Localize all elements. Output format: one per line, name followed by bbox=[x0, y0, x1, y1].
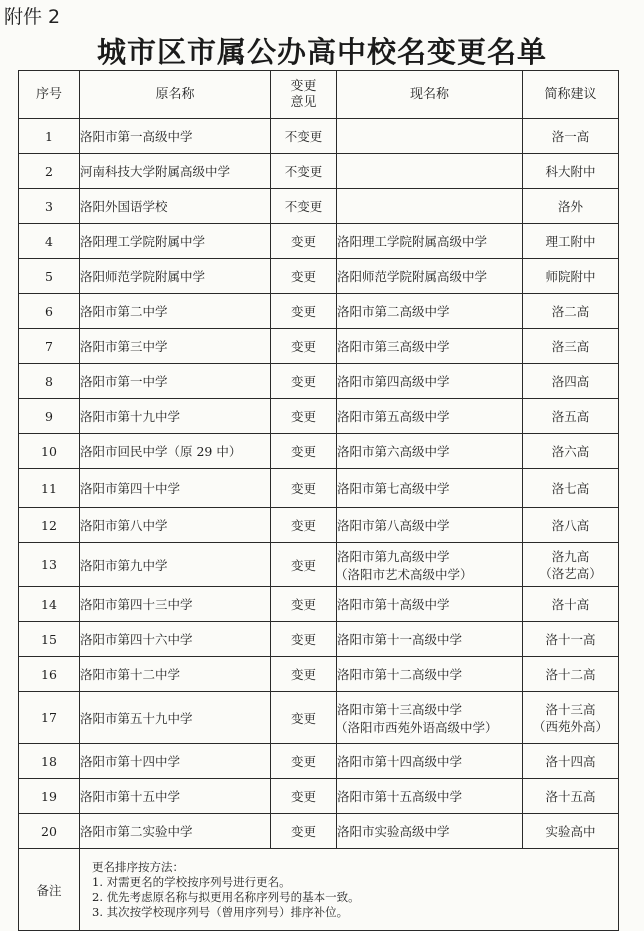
row-abbreviation bbox=[523, 434, 619, 469]
row-current-name-line1: 洛阳市第十二高级中学 bbox=[337, 667, 463, 682]
row-opinion: 变更 bbox=[271, 469, 337, 508]
row-abbreviation-line1: 洛六高 bbox=[551, 443, 590, 459]
header-opinion bbox=[271, 71, 337, 119]
row-current-name-line2: （洛阳市艺术高级中学） bbox=[335, 566, 473, 582]
school-name-change-table bbox=[18, 70, 619, 931]
row-current-name-line1: 洛阳市第六高级中学 bbox=[337, 444, 450, 459]
row-abbreviation-line1: 洛十四高 bbox=[545, 753, 596, 769]
row-original-name: 洛阳外国语学校 bbox=[80, 189, 271, 224]
row-current-name-line1: 洛阳师范学院附属高级中学 bbox=[337, 269, 488, 284]
row-abbreviation-line1: 洛二高 bbox=[551, 303, 590, 319]
row-seq: 6 bbox=[19, 294, 80, 329]
row-current-name-line1: 洛阳市第九高级中学 bbox=[337, 548, 450, 564]
row-current-name bbox=[337, 364, 523, 399]
row-original-name: 洛阳师范学院附属中学 bbox=[80, 259, 271, 294]
document-title: 城市区市属公办高中校名变更名单 bbox=[96, 35, 547, 69]
row-abbreviation bbox=[523, 543, 619, 587]
row-current-name bbox=[337, 779, 523, 814]
table-row bbox=[19, 692, 619, 744]
row-abbreviation-line1: 科大附中 bbox=[545, 163, 596, 179]
notes-line: 1. 对需更名的学校按序列号进行更名。 bbox=[92, 875, 291, 889]
attachment-label: 附件 2 bbox=[4, 6, 61, 28]
row-abbreviation bbox=[523, 119, 619, 154]
row-opinion: 不变更 bbox=[271, 154, 337, 189]
row-original-name: 洛阳市第一高级中学 bbox=[80, 119, 271, 154]
row-seq: 11 bbox=[19, 469, 80, 508]
row-original-name: 洛阳市第十二中学 bbox=[80, 657, 271, 692]
row-current-name-line1: 洛阳市第四高级中学 bbox=[337, 374, 450, 389]
row-abbreviation-line1: 洛十一高 bbox=[545, 631, 596, 647]
row-abbreviation bbox=[523, 744, 619, 779]
row-abbreviation-line1: 洛一高 bbox=[551, 128, 590, 144]
row-original-name: 洛阳市第五十九中学 bbox=[80, 692, 271, 744]
row-original-name: 洛阳市回民中学（原 29 中） bbox=[80, 434, 271, 469]
row-original-name: 洛阳市第四十六中学 bbox=[80, 622, 271, 657]
row-abbreviation bbox=[523, 329, 619, 364]
row-opinion: 不变更 bbox=[271, 189, 337, 224]
row-abbreviation-line1: 师院附中 bbox=[545, 268, 596, 284]
row-seq: 1 bbox=[19, 119, 80, 154]
header-current-name: 现名称 bbox=[337, 71, 523, 119]
table-row bbox=[19, 814, 619, 849]
row-current-name-line1: 洛阳市第七高级中学 bbox=[337, 481, 450, 496]
row-original-name: 洛阳市第十九中学 bbox=[80, 399, 271, 434]
row-current-name bbox=[337, 189, 523, 224]
row-seq: 18 bbox=[19, 744, 80, 779]
row-seq: 4 bbox=[19, 224, 80, 259]
row-original-name: 河南科技大学附属高级中学 bbox=[80, 154, 271, 189]
row-current-name-line1: 洛阳市第十三高级中学 bbox=[337, 701, 463, 717]
table-row bbox=[19, 294, 619, 329]
row-current-name-line2: （洛阳市西苑外语高级中学） bbox=[335, 719, 498, 735]
row-seq: 16 bbox=[19, 657, 80, 692]
table-row bbox=[19, 622, 619, 657]
table-row bbox=[19, 543, 619, 587]
row-original-name: 洛阳市第二实验中学 bbox=[80, 814, 271, 849]
row-abbreviation bbox=[523, 779, 619, 814]
row-seq: 20 bbox=[19, 814, 80, 849]
table-row bbox=[19, 189, 619, 224]
row-abbreviation bbox=[523, 294, 619, 329]
row-seq: 13 bbox=[19, 543, 80, 587]
notes-line: 2. 优先考虑原名称与拟更用名称序列号的基本一致。 bbox=[92, 890, 360, 904]
row-original-name: 洛阳市第十四中学 bbox=[80, 744, 271, 779]
row-current-name bbox=[337, 692, 523, 744]
row-abbreviation bbox=[523, 469, 619, 508]
row-opinion: 变更 bbox=[271, 399, 337, 434]
row-abbreviation-line1: 洛十五高 bbox=[545, 788, 596, 804]
row-current-name bbox=[337, 434, 523, 469]
table-row bbox=[19, 154, 619, 189]
row-original-name: 洛阳市第一中学 bbox=[80, 364, 271, 399]
row-seq: 7 bbox=[19, 329, 80, 364]
row-current-name bbox=[337, 469, 523, 508]
table-row bbox=[19, 469, 619, 508]
row-abbreviation-line1: 洛五高 bbox=[551, 408, 590, 424]
row-original-name: 洛阳市第十五中学 bbox=[80, 779, 271, 814]
row-current-name bbox=[337, 119, 523, 154]
row-current-name bbox=[337, 259, 523, 294]
row-abbreviation-line1: 洛九高 bbox=[551, 548, 590, 564]
row-current-name-line1: 洛阳市第三高级中学 bbox=[337, 339, 450, 354]
row-opinion: 变更 bbox=[271, 622, 337, 657]
row-abbreviation bbox=[523, 508, 619, 543]
row-current-name bbox=[337, 399, 523, 434]
row-current-name-line1: 洛阳市第八高级中学 bbox=[337, 518, 450, 533]
row-seq: 19 bbox=[19, 779, 80, 814]
row-current-name-line1: 洛阳市第十四高级中学 bbox=[337, 754, 463, 769]
row-opinion: 变更 bbox=[271, 779, 337, 814]
row-opinion: 变更 bbox=[271, 434, 337, 469]
row-seq: 10 bbox=[19, 434, 80, 469]
row-opinion: 变更 bbox=[271, 814, 337, 849]
row-abbreviation-line1: 实验高中 bbox=[545, 823, 596, 839]
row-opinion: 变更 bbox=[271, 329, 337, 364]
table-row bbox=[19, 399, 619, 434]
table-row bbox=[19, 119, 619, 154]
row-abbreviation bbox=[523, 692, 619, 744]
row-abbreviation-line1: 洛八高 bbox=[551, 517, 590, 533]
row-opinion: 变更 bbox=[271, 692, 337, 744]
table-row bbox=[19, 587, 619, 622]
row-opinion: 变更 bbox=[271, 744, 337, 779]
row-current-name bbox=[337, 587, 523, 622]
row-seq: 5 bbox=[19, 259, 80, 294]
row-current-name-line1: 洛阳市第十高级中学 bbox=[337, 597, 450, 612]
row-original-name: 洛阳市第二中学 bbox=[80, 294, 271, 329]
notes-line: 更名排序按方法： bbox=[92, 860, 184, 874]
row-seq: 17 bbox=[19, 692, 80, 744]
row-abbreviation-line1: 洛十高 bbox=[551, 596, 590, 612]
table-row bbox=[19, 657, 619, 692]
row-abbreviation-line2: （西苑外高） bbox=[532, 718, 608, 734]
row-abbreviation-line1: 理工附中 bbox=[545, 233, 596, 249]
notes-row bbox=[19, 849, 619, 931]
row-original-name: 洛阳理工学院附属中学 bbox=[80, 224, 271, 259]
row-original-name: 洛阳市第八中学 bbox=[80, 508, 271, 543]
row-abbreviation-line1: 洛外 bbox=[557, 198, 583, 214]
notes-line: 3. 其次按学校现序列号（曾用序列号）排序补位。 bbox=[92, 905, 349, 919]
row-original-name: 洛阳市第九中学 bbox=[80, 543, 271, 587]
row-current-name bbox=[337, 657, 523, 692]
row-abbreviation bbox=[523, 259, 619, 294]
row-original-name: 洛阳市第四十三中学 bbox=[80, 587, 271, 622]
row-current-name bbox=[337, 744, 523, 779]
row-abbreviation bbox=[523, 399, 619, 434]
row-original-name: 洛阳市第四十中学 bbox=[80, 469, 271, 508]
row-abbreviation bbox=[523, 657, 619, 692]
row-current-name-line1: 洛阳市第五高级中学 bbox=[337, 409, 450, 424]
row-current-name-line1: 洛阳市实验高级中学 bbox=[337, 824, 450, 839]
row-abbreviation bbox=[523, 364, 619, 399]
row-abbreviation-line1: 洛七高 bbox=[551, 480, 590, 496]
row-current-name bbox=[337, 543, 523, 587]
row-current-name bbox=[337, 814, 523, 849]
row-seq: 3 bbox=[19, 189, 80, 224]
table-row bbox=[19, 224, 619, 259]
row-opinion: 变更 bbox=[271, 294, 337, 329]
row-abbreviation bbox=[523, 189, 619, 224]
row-opinion: 变更 bbox=[271, 364, 337, 399]
row-current-name-line1: 洛阳市第十五高级中学 bbox=[337, 789, 463, 804]
notes-content bbox=[80, 849, 619, 931]
row-current-name-line1: 洛阳市第二高级中学 bbox=[337, 304, 450, 319]
notes-label: 备注 bbox=[19, 849, 80, 931]
row-seq: 2 bbox=[19, 154, 80, 189]
row-current-name bbox=[337, 508, 523, 543]
row-seq: 9 bbox=[19, 399, 80, 434]
row-opinion: 变更 bbox=[271, 543, 337, 587]
row-abbreviation bbox=[523, 587, 619, 622]
row-opinion: 变更 bbox=[271, 224, 337, 259]
row-abbreviation bbox=[523, 622, 619, 657]
header-opinion-line2: 意见 bbox=[290, 94, 317, 110]
row-current-name bbox=[337, 224, 523, 259]
table-row bbox=[19, 508, 619, 543]
table-row bbox=[19, 744, 619, 779]
row-opinion: 变更 bbox=[271, 587, 337, 622]
row-abbreviation-line1: 洛十三高 bbox=[545, 701, 596, 717]
table-row bbox=[19, 434, 619, 469]
header-abbreviation: 简称建议 bbox=[523, 71, 619, 119]
row-abbreviation-line2: （洛艺高） bbox=[539, 565, 602, 581]
row-abbreviation bbox=[523, 154, 619, 189]
row-current-name bbox=[337, 154, 523, 189]
header-seq: 序号 bbox=[19, 71, 80, 119]
table-row bbox=[19, 364, 619, 399]
row-original-name: 洛阳市第三中学 bbox=[80, 329, 271, 364]
row-seq: 14 bbox=[19, 587, 80, 622]
row-seq: 8 bbox=[19, 364, 80, 399]
table-row bbox=[19, 779, 619, 814]
row-abbreviation-line1: 洛四高 bbox=[551, 373, 590, 389]
row-abbreviation bbox=[523, 224, 619, 259]
row-seq: 15 bbox=[19, 622, 80, 657]
row-seq: 12 bbox=[19, 508, 80, 543]
row-current-name bbox=[337, 329, 523, 364]
row-current-name bbox=[337, 622, 523, 657]
row-opinion: 不变更 bbox=[271, 119, 337, 154]
row-current-name-line1: 洛阳市第十一高级中学 bbox=[337, 632, 463, 647]
row-abbreviation-line1: 洛三高 bbox=[551, 338, 590, 354]
header-original-name: 原名称 bbox=[80, 71, 271, 119]
table-row bbox=[19, 329, 619, 364]
table-header-row bbox=[19, 71, 619, 119]
row-opinion: 变更 bbox=[271, 657, 337, 692]
row-opinion: 变更 bbox=[271, 259, 337, 294]
row-opinion: 变更 bbox=[271, 508, 337, 543]
header-opinion-line1: 变更 bbox=[290, 78, 317, 94]
row-abbreviation bbox=[523, 814, 619, 849]
table-row bbox=[19, 259, 619, 294]
row-abbreviation-line1: 洛十二高 bbox=[545, 666, 596, 682]
row-current-name bbox=[337, 294, 523, 329]
row-current-name-line1: 洛阳理工学院附属高级中学 bbox=[337, 234, 488, 249]
